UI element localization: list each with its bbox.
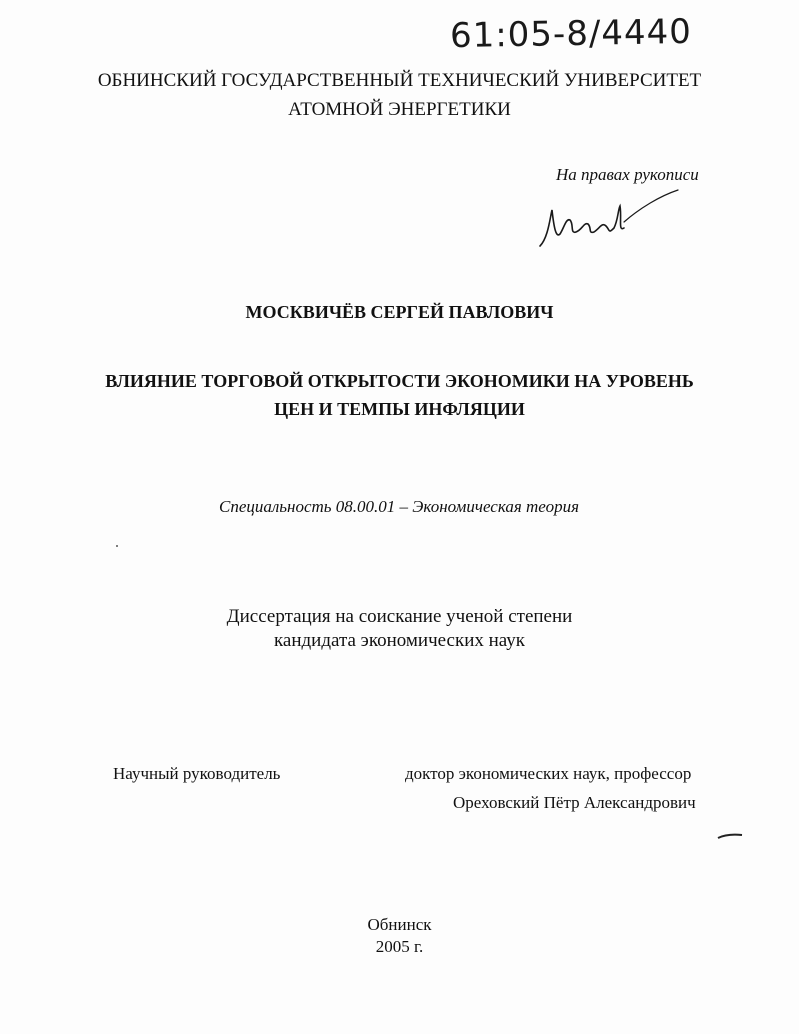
thesis-title-line-1: ВЛИЯНИЕ ТОРГОВОЙ ОТКРЫТОСТИ ЭКОНОМИКИ НА УРОВЕНЬ	[105, 371, 694, 391]
supervisor-name: Ореховский Пётр Александрович	[453, 793, 696, 812]
year: 2005 г.	[375, 937, 424, 956]
city: Обнинск	[367, 915, 432, 934]
degree-line-2: кандидата экономических наук	[273, 630, 526, 651]
degree-line-1: Диссертация на соискание ученой степени	[226, 606, 573, 627]
specialty: Специальность 08.00.01 – Экономическая теория	[219, 497, 580, 516]
university-line-1: ОБНИНСКИЙ ГОСУДАРСТВЕННЫЙ ТЕХНИЧЕСКИЙ УНИВЕРСИТЕТ	[97, 70, 702, 91]
manuscript-rights: На правах рукописи	[556, 165, 699, 184]
scan-speck	[116, 545, 118, 547]
supervisor-label: Научный руководитель	[113, 764, 281, 783]
supervisor-degree: доктор экономических наук, профессор	[405, 764, 692, 783]
thesis-title-line-2: ЦЕН И ТЕМПЫ ИНФЛЯЦИИ	[274, 399, 525, 419]
signature-image	[530, 188, 690, 258]
university-line-2: АТОМНОЙ ЭНЕРГЕТИКИ	[288, 99, 511, 120]
archive-number: 61:05-8/4440	[449, 11, 693, 57]
author-name: МОСКВИЧЁВ СЕРГЕЙ ПАВЛОВИЧ	[245, 302, 554, 322]
scan-mark	[716, 830, 744, 842]
